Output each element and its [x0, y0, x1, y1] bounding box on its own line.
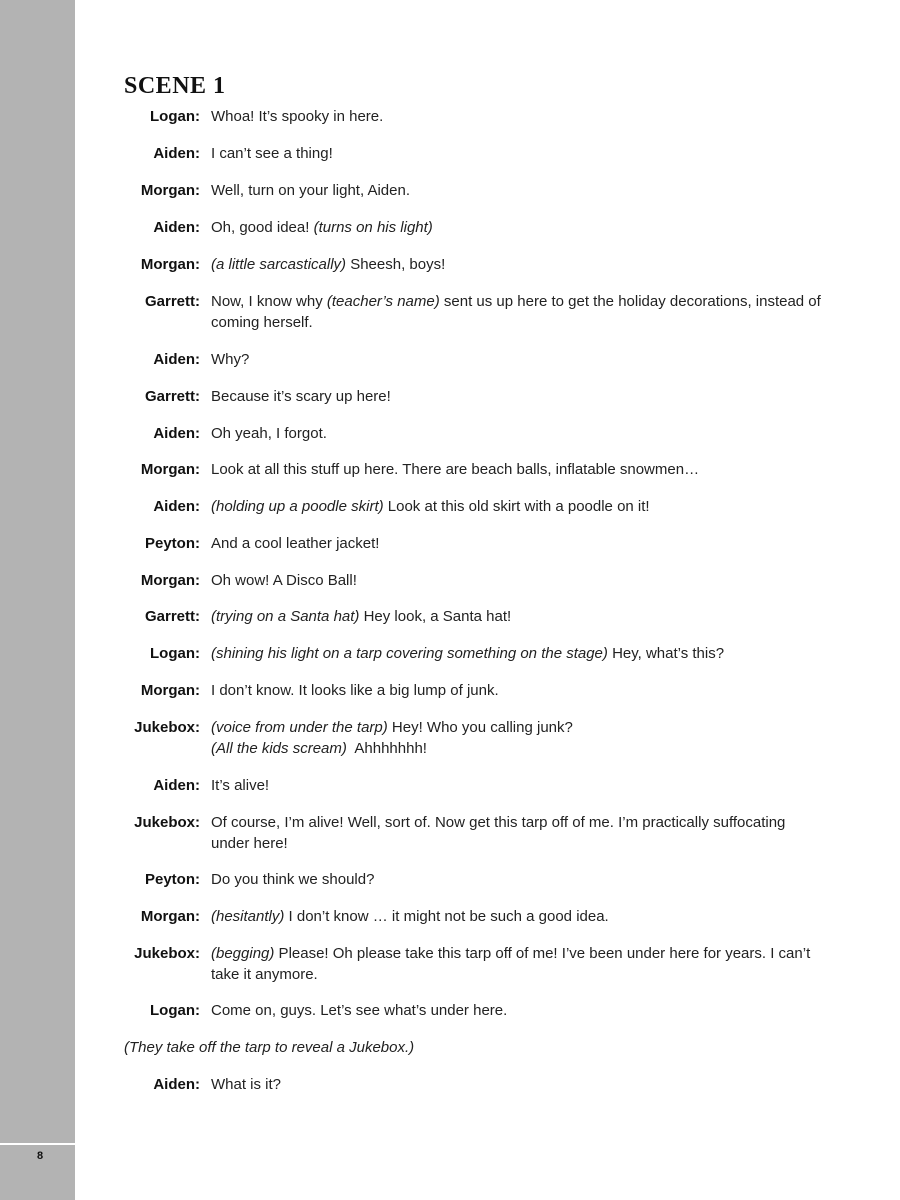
speaker-name: Garrett: — [144, 293, 200, 310]
dialogue-text — [211, 606, 821, 627]
speaker-name: Garrett: — [144, 388, 200, 405]
speaker-name: Logan: — [150, 108, 200, 125]
stage-note: (All the kids scream) — [211, 740, 347, 757]
scene-title: SCENE 1 — [124, 73, 226, 99]
dialogue-text — [211, 869, 821, 890]
stage-note: (holding up a poodle skirt) — [211, 498, 384, 515]
dialogue-text — [211, 943, 811, 985]
line-text: Whoa! It’s spooky in here. — [211, 108, 384, 125]
line-text: Why? — [211, 351, 250, 368]
speaker-name: Aiden: — [153, 145, 200, 162]
line-text: Well, turn on your light, Aiden. — [211, 182, 410, 199]
speaker-name: Morgan: — [140, 461, 200, 478]
dialogue-text — [211, 291, 821, 333]
line-text: Do you think we should? — [211, 871, 375, 888]
speaker-name: Morgan: — [140, 908, 200, 925]
dialogue-text — [211, 906, 821, 927]
stage-note: (teacher’s name) — [326, 293, 440, 310]
dialogue-text — [211, 180, 821, 201]
dialogue-text — [211, 643, 851, 664]
stage-note: (voice from under the tarp) — [211, 719, 388, 736]
speaker-name: Aiden: — [153, 1076, 200, 1093]
dialogue-text — [211, 143, 821, 164]
line-text: Please! Oh please take this tarp off of me! I’ve been under here for years. I can’t take it anymore. — [211, 945, 811, 983]
line-text: It’s alive! — [211, 777, 270, 794]
line-text: I don’t know. It looks like a big lump of junk. — [211, 682, 499, 699]
stage-note: (a little sarcastically) — [211, 256, 347, 273]
line-text: Of course, I’m alive! Well, sort of. Now get this tarp off of me. I’m practically suffocating under here! — [211, 814, 786, 852]
speaker-name: Garrett: — [144, 608, 200, 625]
line-text: I don’t know … it might not be such a good idea. — [284, 908, 609, 925]
line-text: Hey! Who you calling junk? — [387, 719, 573, 736]
line-text: What is it? — [211, 1076, 282, 1093]
dialogue-text — [211, 217, 821, 238]
dialogue-text — [211, 1000, 821, 1021]
dialogue-text — [211, 812, 796, 854]
page-margin-band — [0, 0, 75, 1200]
dialogue-text — [211, 459, 821, 480]
line-text: And a cool leather jacket! — [211, 535, 380, 552]
dialogue-text — [211, 775, 821, 796]
line-text: Come on, guys. Let’s see what’s under here. — [211, 1002, 508, 1019]
dialogue-text — [211, 680, 821, 701]
speaker-name: Logan: — [150, 645, 200, 662]
speaker-name: Jukebox: — [134, 719, 200, 736]
speaker-name: Aiden: — [153, 425, 200, 442]
dialogue-text — [211, 496, 821, 517]
speaker-name: Aiden: — [153, 219, 200, 236]
stage-note: (hesitantly) — [211, 908, 285, 925]
speaker-name: Morgan: — [140, 682, 200, 699]
dialogue-text — [211, 717, 821, 759]
dialogue-text — [211, 349, 821, 370]
dialogue-text — [211, 254, 821, 275]
line-text: Hey look, a Santa hat! — [359, 608, 512, 625]
speaker-name: Aiden: — [153, 498, 200, 515]
speaker-name: Logan: — [150, 1002, 200, 1019]
dialogue-text — [211, 1074, 821, 1095]
stage-note: (shining his light on a tarp covering something on the stage) — [211, 645, 608, 662]
dialogue-text — [211, 533, 821, 554]
margin-divider — [0, 1143, 75, 1145]
line-text: Now, I know why — [211, 293, 327, 310]
line-text: Look at this old skirt with a poodle on it! — [383, 498, 650, 515]
speaker-name: Jukebox: — [134, 814, 200, 831]
dialogue-text — [211, 423, 821, 444]
line-text: Look at all this stuff up here. There are beach balls, inflatable snowmen… — [211, 461, 700, 478]
speaker-name: Morgan: — [140, 256, 200, 273]
speaker-name: Morgan: — [140, 182, 200, 199]
dialogue-text — [211, 386, 821, 407]
page-number: 8 — [37, 1150, 44, 1162]
line-text: Oh, good idea! — [211, 219, 314, 236]
line-text: I can’t see a thing! — [211, 145, 333, 162]
speaker-name: Aiden: — [153, 777, 200, 794]
speaker-name: Peyton: — [144, 535, 200, 552]
speaker-name: Peyton: — [144, 871, 200, 888]
stage-note: (trying on a Santa hat) — [211, 608, 360, 625]
line-text: Ahhhhhhh! — [346, 740, 427, 757]
line-text: Oh wow! A Disco Ball! — [211, 572, 357, 589]
line-text: Oh yeah, I forgot. — [211, 425, 327, 442]
line-text: Because it’s scary up here! — [211, 388, 391, 405]
stage-note: (turns on his light) — [313, 219, 433, 236]
speaker-name: Jukebox: — [134, 945, 200, 962]
speaker-name: Morgan: — [140, 572, 200, 589]
stage-note: (begging) — [211, 945, 275, 962]
line-text: Sheesh, boys! — [346, 256, 446, 273]
speaker-name: Aiden: — [153, 351, 200, 368]
dialogue-text — [211, 106, 821, 127]
stage-direction: (They take off the tarp to reveal a Jukebox.) — [124, 1039, 415, 1056]
dialogue-text — [211, 570, 821, 591]
line-text: Hey, what’s this? — [607, 645, 725, 662]
line-text: sent us up here to get the holiday decorations, instead of coming herself. — [211, 293, 821, 331]
